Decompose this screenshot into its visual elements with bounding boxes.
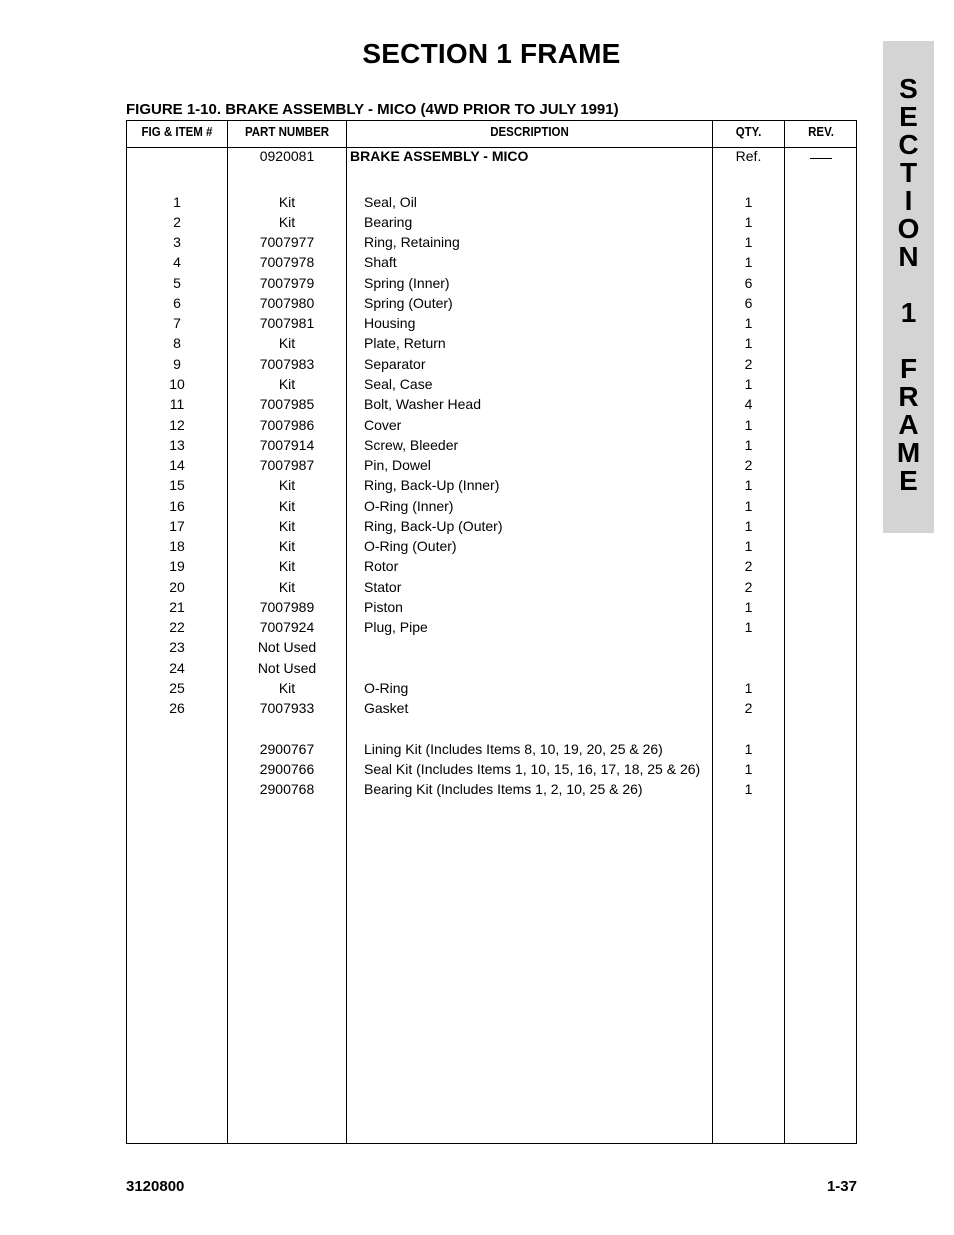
table-row — [127, 273, 856, 293]
item-number: 7 — [173, 315, 181, 331]
quantity: 1 — [744, 538, 753, 554]
section-side-tab — [883, 41, 934, 533]
quantity: 6 — [744, 295, 753, 311]
part-number: 2900766 — [259, 761, 315, 777]
table-row — [127, 759, 856, 779]
side-tab-letter: E — [899, 465, 918, 496]
side-tab-letter: T — [899, 157, 918, 188]
description: Separator — [364, 356, 426, 372]
description: O-Ring (Outer) — [364, 538, 457, 554]
side-tab-letter: 1 — [900, 297, 917, 328]
side-tab-letter: I — [904, 185, 913, 216]
part-number: Not Used — [257, 639, 317, 655]
part-number: Kit — [278, 214, 296, 230]
part-number: 7007914 — [259, 437, 315, 453]
description: Rotor — [364, 558, 399, 574]
description: Ring, Retaining — [364, 234, 460, 250]
description: Bearing Kit (Includes Items 1, 2, 10, 25 & 26) — [364, 781, 643, 797]
side-tab-letter: A — [898, 409, 919, 440]
part-number: 7007985 — [259, 396, 315, 412]
header-fig-item: FIG & ITEM # — [141, 125, 213, 139]
item-number: 22 — [169, 619, 185, 635]
description: Seal Kit (Includes Items 1, 10, 15, 16, 17, 18, 25 & 26) — [364, 761, 701, 777]
footer-doc-number: 3120800 — [126, 1178, 185, 1195]
table-row — [127, 597, 856, 617]
part-number: Kit — [278, 558, 296, 574]
table-row — [127, 374, 856, 394]
description: Plate, Return — [364, 335, 446, 351]
item-number: 20 — [169, 579, 185, 595]
item-number: 10 — [169, 376, 185, 392]
item-number: 5 — [173, 275, 181, 291]
page-title: SECTION 1 FRAME — [362, 38, 621, 69]
description: Shaft — [364, 254, 397, 270]
side-tab-letter: C — [898, 129, 919, 160]
quantity: 1 — [744, 741, 753, 757]
table-row — [127, 516, 856, 536]
part-number: 7007933 — [259, 700, 315, 716]
description: Housing — [364, 315, 416, 331]
quantity: 1 — [744, 437, 753, 453]
item-number: 13 — [169, 437, 185, 453]
part-number: 7007986 — [259, 417, 315, 433]
header-rev: REV. — [808, 125, 834, 139]
table-row — [127, 577, 856, 597]
quantity: 1 — [744, 194, 753, 210]
part-number: Kit — [278, 680, 296, 696]
table-row — [127, 333, 856, 353]
part-number: Kit — [278, 518, 296, 534]
part-number: Kit — [278, 538, 296, 554]
part-number: Kit — [278, 477, 296, 493]
table-row — [127, 252, 856, 272]
description: Plug, Pipe — [364, 619, 428, 635]
description: Seal, Oil — [364, 194, 417, 210]
header-qty: QTY. — [735, 125, 762, 139]
part-number: Kit — [278, 579, 296, 595]
description: Pin, Dowel — [364, 457, 431, 473]
part-number: Kit — [278, 376, 296, 392]
item-number: 26 — [169, 700, 185, 716]
item-number: 4 — [173, 254, 181, 270]
quantity: 2 — [744, 558, 753, 574]
description: Stator — [364, 579, 402, 595]
figure-title: FIGURE 1-10. BRAKE ASSEMBLY - MICO (4WD PRIOR TO JULY 1991) — [126, 101, 619, 118]
table-row — [127, 455, 856, 475]
table-row — [127, 698, 856, 718]
table-row — [127, 232, 856, 252]
part-number: 7007979 — [259, 275, 315, 291]
item-number: 15 — [169, 477, 185, 493]
item-number: 16 — [169, 498, 185, 514]
table-row — [127, 192, 856, 212]
quantity: 1 — [744, 315, 753, 331]
quantity: 1 — [744, 214, 753, 230]
table-row — [127, 435, 856, 455]
part-number: 7007987 — [259, 457, 315, 473]
side-tab-letter: E — [899, 101, 918, 132]
description: Ring, Back-Up (Inner) — [364, 477, 500, 493]
part-number: 7007977 — [259, 234, 315, 250]
part-number: 7007989 — [259, 599, 315, 615]
part-number: Kit — [278, 194, 296, 210]
item-number: 12 — [169, 417, 185, 433]
item-number: 9 — [173, 356, 181, 372]
quantity: 6 — [744, 275, 753, 291]
table-row — [127, 617, 856, 637]
quantity: 1 — [744, 781, 753, 797]
header-description: DESCRIPTION — [490, 125, 569, 139]
table-row — [127, 146, 856, 166]
item-number: 23 — [169, 639, 185, 655]
part-number: 7007981 — [259, 315, 315, 331]
item-number: 24 — [169, 660, 185, 676]
table-row — [127, 536, 856, 556]
description: Screw, Bleeder — [364, 437, 459, 453]
table-row — [127, 739, 856, 759]
description: Cover — [364, 417, 402, 433]
revision-dash — [785, 146, 857, 166]
quantity: 2 — [744, 356, 753, 372]
item-number: 19 — [169, 558, 185, 574]
quantity: 1 — [744, 376, 753, 392]
quantity: 2 — [744, 457, 753, 473]
part-number: 2900768 — [259, 781, 315, 797]
item-number: 25 — [169, 680, 185, 696]
part-number: 0920081 — [259, 148, 315, 164]
part-number: 7007978 — [259, 254, 315, 270]
description: Bolt, Washer Head — [364, 396, 481, 412]
item-number: 18 — [169, 538, 185, 554]
table-row — [127, 415, 856, 435]
item-number: 11 — [169, 396, 185, 412]
quantity: 1 — [744, 619, 753, 635]
quantity: 1 — [744, 680, 753, 696]
item-number: 1 — [173, 194, 181, 210]
quantity: 4 — [744, 396, 753, 412]
part-number: 2900767 — [259, 741, 315, 757]
parts-table — [126, 120, 857, 1144]
item-number: 14 — [169, 457, 185, 473]
table-row — [127, 293, 856, 313]
side-tab-letter: O — [897, 213, 920, 244]
quantity: 1 — [744, 234, 753, 250]
quantity: 1 — [744, 599, 753, 615]
description: BRAKE ASSEMBLY - MICO — [350, 148, 529, 164]
header-part-number: PART NUMBER — [244, 125, 330, 139]
quantity: 1 — [744, 477, 753, 493]
item-number: 6 — [173, 295, 181, 311]
quantity: 1 — [744, 417, 753, 433]
description: O-Ring (Inner) — [364, 498, 454, 514]
table-row — [127, 658, 856, 678]
side-tab-letter: F — [899, 353, 918, 384]
part-number: 7007980 — [259, 295, 315, 311]
item-number: 3 — [173, 234, 181, 250]
quantity: 1 — [744, 498, 753, 514]
table-row — [127, 313, 856, 333]
part-number: Kit — [278, 498, 296, 514]
part-number: Kit — [278, 335, 296, 351]
item-number: 8 — [173, 335, 181, 351]
description: Bearing — [364, 214, 413, 230]
side-tab-letter: N — [898, 241, 919, 272]
description: Lining Kit (Includes Items 8, 10, 19, 20, 25 & 26) — [364, 741, 663, 757]
side-tab-letter: R — [898, 381, 919, 412]
quantity: 1 — [744, 518, 753, 534]
item-number: 2 — [173, 214, 181, 230]
side-tab-letter: S — [899, 73, 918, 104]
table-row — [127, 394, 856, 414]
quantity: 1 — [744, 335, 753, 351]
description: Piston — [364, 599, 403, 615]
quantity: 1 — [744, 761, 753, 777]
table-row — [127, 212, 856, 232]
part-number: 7007983 — [259, 356, 315, 372]
item-number: 17 — [169, 518, 185, 534]
description: Spring (Inner) — [364, 275, 450, 291]
table-row — [127, 637, 856, 657]
part-number: Not Used — [257, 660, 317, 676]
description: O-Ring — [364, 680, 409, 696]
quantity: Ref. — [735, 148, 762, 164]
table-row — [127, 678, 856, 698]
table-row — [127, 779, 856, 799]
side-tab-letter: M — [896, 437, 921, 468]
description: Gasket — [364, 700, 409, 716]
table-row — [127, 496, 856, 516]
table-row — [127, 556, 856, 576]
part-number: 7007924 — [259, 619, 315, 635]
quantity: 1 — [744, 254, 753, 270]
description: Spring (Outer) — [364, 295, 453, 311]
item-number: 21 — [169, 599, 185, 615]
footer-page-number: 1-37 — [826, 1178, 857, 1195]
quantity: 2 — [744, 700, 753, 716]
table-row — [127, 354, 856, 374]
table-row — [127, 475, 856, 495]
description: Seal, Case — [364, 376, 433, 392]
description: Ring, Back-Up (Outer) — [364, 518, 503, 534]
quantity: 2 — [744, 579, 753, 595]
